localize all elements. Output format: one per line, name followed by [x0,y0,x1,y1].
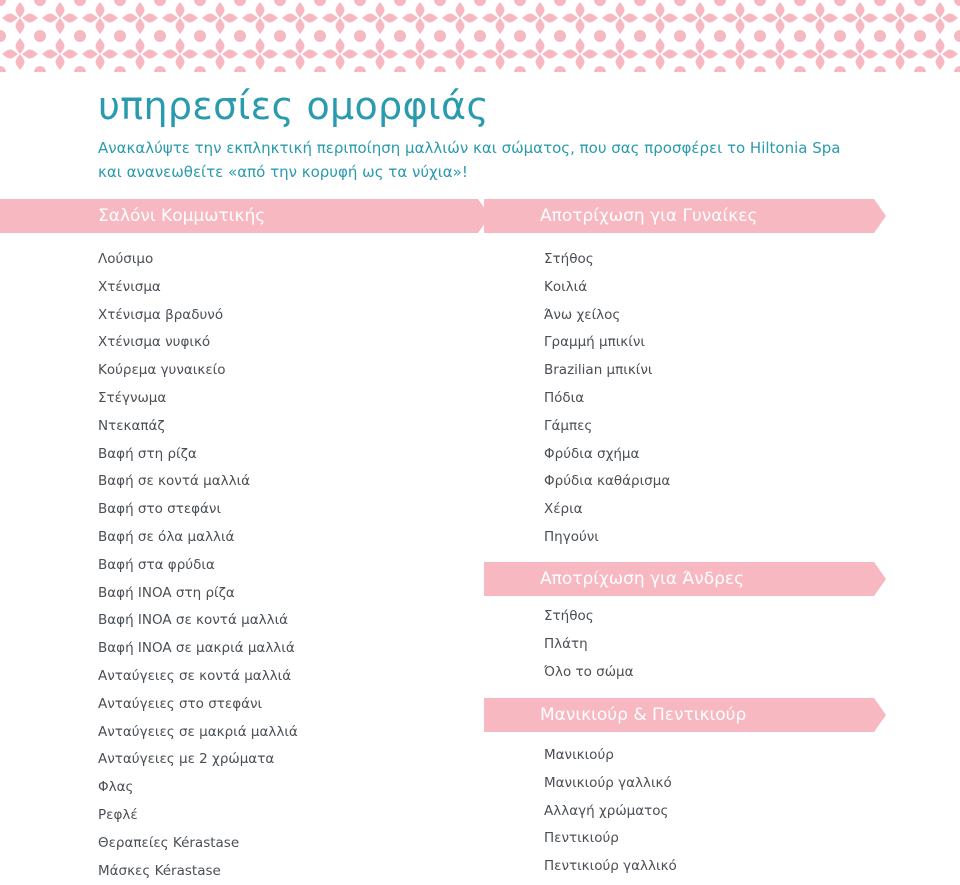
intro-text: Ανακαλύψτε την εκπληκτική περιποίηση μαλλιών και σώματος, που σας προσφέρει το Hiltonia Spa και ανανεωθείτε «από την κορυφή ως τα νύχια»! [98,139,841,181]
banner-arrow [874,698,886,732]
service-item: Θεραπείες Kérastase [98,834,240,851]
service-item: Κοιλιά [544,278,588,295]
section-banner-hair-removal-men [484,562,874,596]
service-item: Βαφή INOA στη ρίζα [98,584,235,601]
service-item: Βαφή στα φρύδια [98,556,215,573]
list-manicure-pedicure [544,742,677,881]
service-item: Λούσιμο [98,251,154,267]
service-item: Κούρεμα γυναικείο [98,362,226,379]
service-item: Βαφή σε όλα μαλλιά [98,528,235,545]
service-item: Μάσκες Kérastase [98,862,221,879]
service-item: Brazilian μπικίνι [544,362,653,379]
service-item: Πεντικιούρ γαλλικό [544,858,677,875]
banner-arrow [874,562,886,596]
section-banner-hair-removal-women [484,199,874,233]
service-item: Βαφή INOA σε κοντά μαλλιά [98,612,289,629]
service-item: Χέρια [544,501,583,518]
service-item: Ντεκαπάζ [98,417,165,434]
service-item: Χτένισμα [98,278,161,295]
service-item: Βαφή στη ρίζα [98,445,197,462]
service-item: Στήθος [544,608,594,624]
section-banner-hair-salon [0,199,478,233]
service-item: Φλας [98,779,134,796]
section-title-hair-removal-women: Αποτρίχωση για Γυναίκες [540,206,758,226]
service-item: Μανικιούρ [544,747,614,763]
service-item: Βαφή στο στεφάνι [98,501,222,518]
service-item: Ρεφλέ [98,806,138,823]
service-item: Βαφή INOA σε μακριά μαλλιά [98,640,295,657]
service-item: Φρύδια καθάρισμα [544,473,671,490]
section-title-manicure-pedicure: Μανικιούρ & Πεντικιούρ [540,705,747,725]
decorative-pattern-header [0,0,960,72]
service-item: Χτένισμα βραδυνό [98,306,224,323]
service-item: Στέγνωμα [98,389,167,406]
service-item: Ανταύγειες σε μακριά μαλλιά [98,723,298,740]
list-hair-salon [98,246,298,885]
service-item: Φρύδια σχήμα [544,445,640,462]
banner-arrow [874,199,886,233]
service-item: Πηγούνι [544,528,599,545]
page-title: υπηρεσίες ομορφιάς [98,84,489,128]
service-item: Αλλαγή χρώματος [544,802,669,819]
service-item: Όλο το σώμα [544,663,634,680]
service-item: Πόδια [544,389,585,406]
service-item: Πλάτη [544,635,588,652]
service-item: Μανικιούρ γαλλικό [544,774,672,791]
service-item: Γάμπες [544,417,593,434]
service-item: Βαφή σε κοντά μαλλιά [98,473,251,490]
service-item: Πεντικιούρ [544,830,619,847]
list-hair-removal-men [544,603,634,686]
service-item: Άνω χείλος [544,306,621,323]
list-hair-removal-women [544,246,670,552]
section-title-hair-removal-men: Αποτρίχωση για Άνδρες [540,569,745,589]
section-title-hair-salon: Σαλόνι Κομμωτικής [98,206,266,226]
section-banner-manicure-pedicure [484,698,874,732]
service-item: Γραμμή μπικίνι [544,334,645,351]
service-item: Ανταύγειες με 2 χρώματα [98,751,275,768]
service-item: Στήθος [544,251,594,267]
service-item: Ανταύγειες σε κοντά μαλλιά [98,667,292,684]
service-item: Χτένισμα νυφικό [98,334,211,351]
service-item: Ανταύγειες στο στεφάνι [98,695,263,712]
